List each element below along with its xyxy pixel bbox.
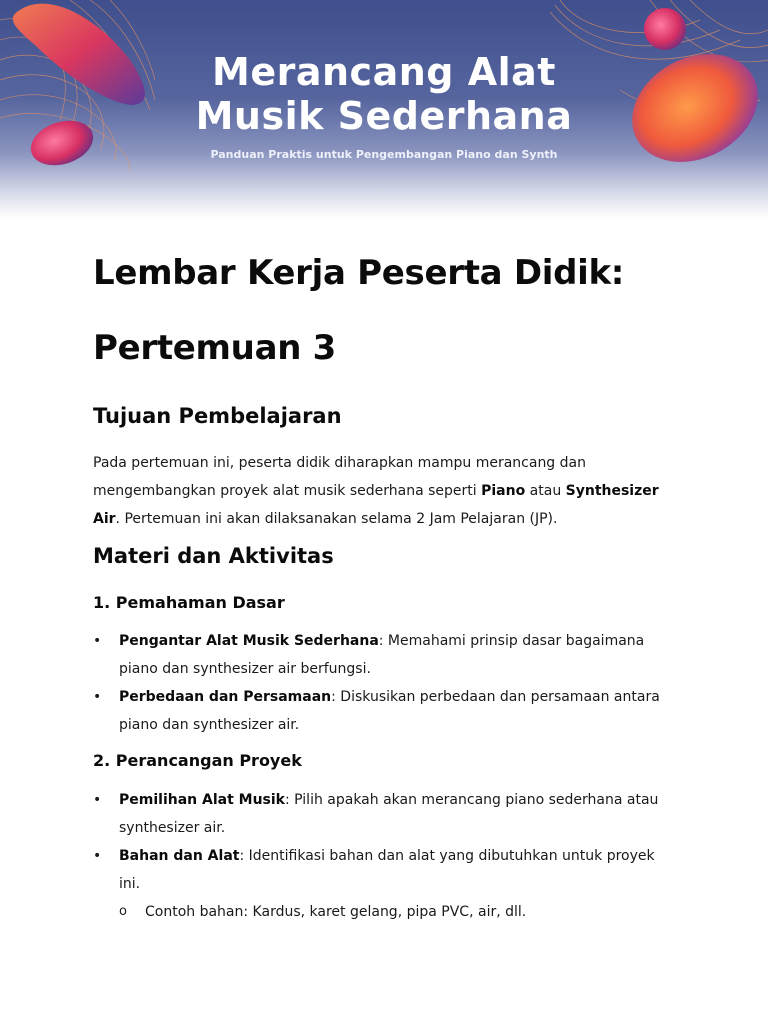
tujuan-paragraph [93,449,673,533]
tujuan-bold-piano: Piano [481,483,526,499]
list-item [93,842,668,898]
banner-subtitle: Panduan Praktis untuk Pengembangan Piano dan Synth [210,148,558,161]
sub-list-item [119,898,639,926]
bullet-icon: • [93,633,102,649]
list-item [93,683,668,739]
banner-title-line1: Merancang Alat [212,50,556,94]
subsection-title-pemahaman: 1. Pemahaman Dasar [93,593,285,612]
list-item-bold: Bahan dan Alat [119,848,240,864]
list-item-text: : Identifikasi bahan dan alat yang dibutuhkan untuk proyek ini. [119,848,655,892]
list-item-bold: Perbedaan dan Persamaan [119,689,332,705]
header-banner [0,0,768,218]
section-title-tujuan: Tujuan Pembelajaran [93,404,342,428]
list-item-text: : Pilih apakah akan merancang piano sederhana atau synthesizer air. [119,792,659,836]
bullet-icon: • [93,848,102,864]
list-item [93,627,668,683]
subsection-title-perancangan: 2. Perancangan Proyek [93,751,302,770]
circle-bullet-icon: o [119,904,127,919]
list-item-text: : Diskusikan perbedaan dan persamaan antara piano dan synthesizer air. [119,689,660,733]
list-item-bold: Pemilihan Alat Musik [119,792,285,808]
list-item-bold: Pengantar Alat Musik Sederhana [119,633,379,649]
tujuan-bold-synth: Synthesizer Air [93,483,659,527]
page-title-line2: Pertemuan 3 [93,328,337,368]
bullet-icon: • [93,689,102,705]
list-item-text: : Memahami prinsip dasar bagaimana piano dan synthesizer air berfungsi. [119,633,645,677]
tujuan-text-c: . Pertemuan ini akan dilaksanakan selama 2 Jam Pelajaran (JP). [115,511,558,527]
section-title-materi: Materi dan Aktivitas [93,544,334,568]
list-item [93,786,668,842]
banner-title-line2: Musik Sederhana [195,94,573,138]
tujuan-text-a: Pada pertemuan ini, peserta didik diharapkan mampu merancang dan mengembangkan proyek alat musik sederhana seperti [93,455,586,499]
sub-list-item-text: Contoh bahan: Kardus, karet gelang, pipa PVC, air, dll. [145,904,527,920]
bullet-icon: • [93,792,102,808]
tujuan-text-b: atau [525,483,566,499]
page-title-line1: Lembar Kerja Peserta Didik: [93,253,625,293]
